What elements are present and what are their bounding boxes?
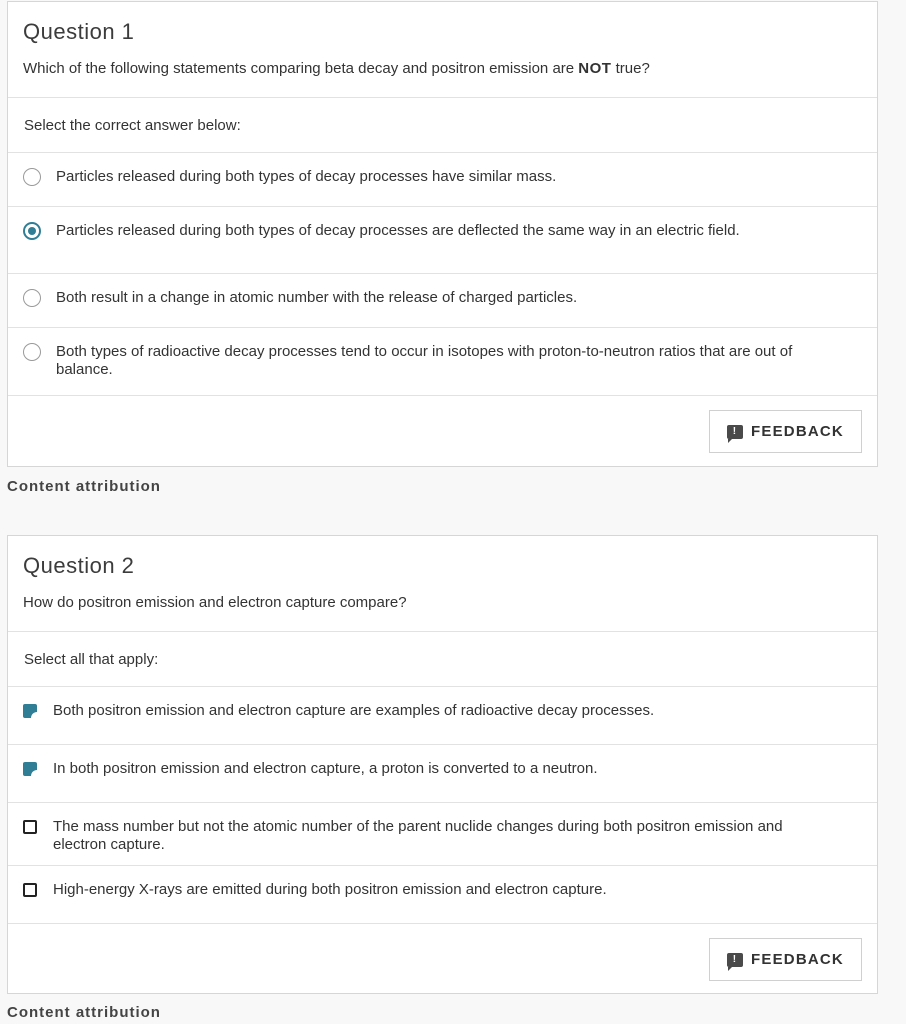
answer-option-4[interactable] xyxy=(8,866,877,924)
question-text: How do positron emission and electron capture compare? xyxy=(23,594,407,611)
question-header xyxy=(8,536,877,632)
question-text-after: true? xyxy=(611,60,650,77)
answer-option-3[interactable] xyxy=(8,274,877,328)
feedback-label: FEEDBACK xyxy=(751,951,844,968)
question-card-1 xyxy=(7,1,878,467)
radio-button[interactable] xyxy=(23,289,41,307)
option-label: Particles released during both types of decay processes have similar mass. xyxy=(56,168,557,185)
question-text xyxy=(23,59,862,79)
question-instruction: Select the correct answer below: xyxy=(8,98,877,153)
option-label: In both positron emission and electron capture, a proton is converted to a neutron. xyxy=(53,760,598,777)
option-label: Both types of radioactive decay processes tend to occur in isotopes with proton-to-neutron ratios that are out of balance. xyxy=(56,343,793,378)
feedback-label: FEEDBACK xyxy=(751,423,844,440)
option-label: Particles released during both types of decay processes are deflected the same way in an electric field. xyxy=(56,222,740,239)
feedback-row xyxy=(8,924,877,994)
question-text-before: Which of the following statements comparing beta decay and positron emission are xyxy=(23,60,579,77)
question-title: Question 1 xyxy=(23,19,135,44)
question-instruction: Select all that apply: xyxy=(8,632,877,687)
question-text-emphasis: NOT xyxy=(578,60,612,77)
feedback-icon: ! xyxy=(727,425,743,439)
feedback-row xyxy=(8,396,877,467)
radio-button-selected[interactable] xyxy=(23,222,41,240)
option-label: High-energy X-rays are emitted during both positron emission and electron capture. xyxy=(53,881,607,898)
answer-option-4[interactable] xyxy=(8,328,877,396)
checkbox[interactable] xyxy=(23,883,37,897)
answer-option-2[interactable] xyxy=(8,745,877,803)
checkbox[interactable] xyxy=(23,820,37,834)
checkbox-checked[interactable] xyxy=(23,762,37,776)
checkbox-checked[interactable] xyxy=(23,704,37,718)
radio-button[interactable] xyxy=(23,343,41,361)
answer-option-1[interactable] xyxy=(8,687,877,745)
option-label: Both result in a change in atomic number with the release of charged particles. xyxy=(56,289,578,306)
answer-option-1[interactable] xyxy=(8,153,877,207)
content-attribution-link[interactable]: Content attribution xyxy=(7,1004,161,1021)
feedback-icon: ! xyxy=(727,953,743,967)
answer-option-2[interactable] xyxy=(8,207,877,274)
answer-option-3[interactable] xyxy=(8,803,877,866)
question-card-2 xyxy=(7,535,878,994)
radio-button[interactable] xyxy=(23,168,41,186)
feedback-button[interactable] xyxy=(709,410,862,453)
option-label: Both positron emission and electron capture are examples of radioactive decay processes. xyxy=(53,702,655,719)
feedback-button[interactable] xyxy=(709,938,862,981)
option-label: The mass number but not the atomic number of the parent nuclide changes during both positron emission and electron capture. xyxy=(53,818,783,853)
question-header xyxy=(8,2,877,98)
question-title: Question 2 xyxy=(23,553,135,578)
content-attribution-link[interactable]: Content attribution xyxy=(7,478,161,495)
